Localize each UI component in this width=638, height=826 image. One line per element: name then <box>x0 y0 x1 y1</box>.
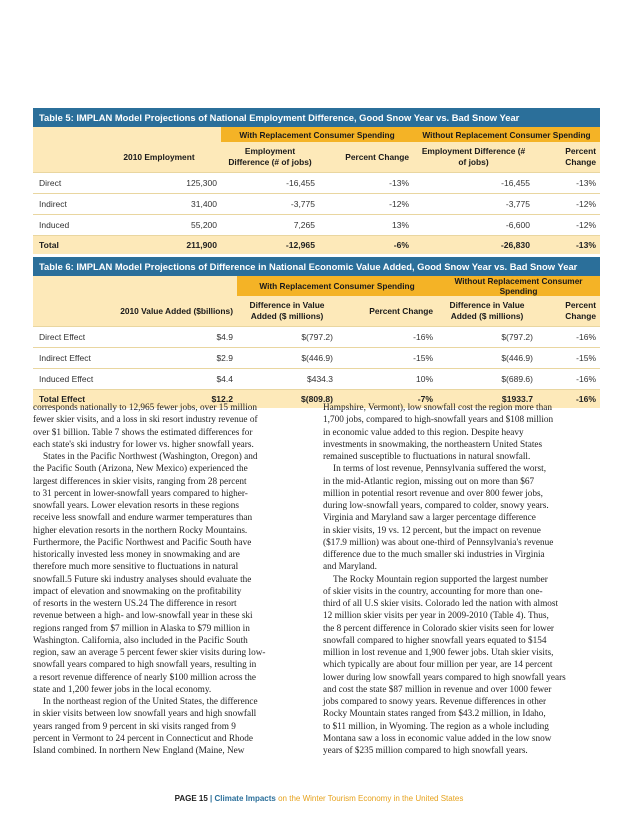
body-line: remained susceptible to fluctuations in natural snowfall. <box>323 452 531 462</box>
table-cell: $4.4 <box>105 368 237 389</box>
table-cell: -6% <box>319 235 413 254</box>
table-cell: $434.3 <box>237 368 337 389</box>
table-cell: -16,455 <box>413 172 534 193</box>
table-5-header: Percent Change <box>534 142 600 172</box>
body-line: Hampshire, Vermont), low snowfall cost the region more than <box>323 403 552 413</box>
body-line: million in lost revenue and 1,900 fewer jobs. Utah skier visits, <box>323 648 554 658</box>
table-6-header: Percent Change <box>337 296 437 326</box>
table-cell: -16% <box>537 389 600 408</box>
body-line: snowfall compared to higher snowfall years equated to $154 <box>323 635 547 646</box>
table-5-header: 2010 Employment <box>97 142 221 172</box>
table-cell: -15% <box>337 347 437 368</box>
table-cell: -16% <box>337 326 437 347</box>
table-5-group-blank <box>33 127 221 142</box>
body-line: impact of elevation and snowmaking on the profitability <box>33 586 242 597</box>
table-5-header: Employment Difference (# of jobs) <box>221 142 319 172</box>
body-line: corresponds nationally to 12,965 fewer jobs, over 15 million <box>33 403 258 413</box>
body-line: to 31 percent in lower-snowfall years compared to higher- <box>33 488 248 499</box>
table-cell: -12% <box>534 193 600 214</box>
table-row <box>33 326 600 347</box>
body-column-right <box>323 402 608 757</box>
footer-report-title: Climate Impacts <box>214 794 276 803</box>
body-line: Furthermore, the Pacific Northwest and Pacific South have <box>33 537 252 548</box>
table-cell: -13% <box>534 235 600 254</box>
footer-separator: | <box>210 794 213 803</box>
table-5-group-with: With Replacement Consumer Spending <box>221 127 413 142</box>
body-line: in skier visits, 19 vs. 12 percent, but the impact on revenue <box>323 525 541 536</box>
body-line: In the northeast region of the United States, the difference <box>43 697 258 707</box>
body-line: to $11 million, in Wyoming. The region as a whole including <box>323 721 549 732</box>
table-cell: $1933.7 <box>437 389 537 408</box>
table-cell: Total <box>33 235 97 254</box>
table-cell: Direct Effect <box>33 326 105 347</box>
body-line: 1,700 jobs, compared to high-snowfall years and $108 million <box>323 415 554 426</box>
page-footer <box>0 794 638 803</box>
table-cell: -7% <box>337 389 437 408</box>
table-6-group-without: Without Replacement Consumer Spending <box>437 276 600 296</box>
table-cell: -16,455 <box>221 172 319 193</box>
body-line: during low-snowfall years, compared to colder, snowy years. <box>323 501 549 511</box>
table-cell: 55,200 <box>97 214 221 235</box>
body-line: therefore much more sensitive to fluctuations in natural <box>33 562 239 573</box>
body-line: Washington. California, also included in the Pacific South <box>33 635 248 646</box>
body-line: Montana saw a loss in economic value added in the low snow <box>323 733 552 744</box>
body-line: historically invested less money in snowmaking and are <box>33 550 240 560</box>
body-line: States in the Pacific Northwest (Washington, Oregon) and <box>43 452 258 462</box>
table-cell: $(689.6) <box>437 368 537 389</box>
table-5-header: Employment Difference (# of jobs) <box>413 142 534 172</box>
body-line: In terms of lost revenue, Pennsylvania suffered the worst, <box>333 464 547 475</box>
table-6-header: Percent Change <box>537 296 600 326</box>
body-line: which typically are about four million per year, are 14 percent <box>323 660 553 671</box>
table-6-group-with: With Replacement Consumer Spending <box>237 276 437 296</box>
table-cell: $4.9 <box>105 326 237 347</box>
table-cell: $(797.2) <box>237 326 337 347</box>
table-5 <box>33 108 600 254</box>
table-cell: Induced Effect <box>33 368 105 389</box>
table-cell: -12,965 <box>221 235 319 254</box>
table-cell: $(809.8) <box>237 389 337 408</box>
table-6-group-blank <box>33 276 237 296</box>
body-line: in economic value added to this region. Despite heavy <box>323 427 524 438</box>
body-line: the Pacific South (Arizona, New Mexico) experienced the <box>33 464 248 475</box>
table-cell: Total Effect <box>33 389 105 408</box>
page-number: PAGE 15 <box>174 794 208 803</box>
table-row <box>33 347 600 368</box>
table-5-title: Table 5: IMPLAN Model Projections of National Employment Difference, Good Snow Year vs. Bad Snow Year <box>33 108 600 127</box>
table-cell: 7,265 <box>221 214 319 235</box>
table-cell: $2.9 <box>105 347 237 368</box>
body-line: lower during low snowfall years compared to high snowfall years <box>323 672 566 683</box>
body-line: in skier visits between low snowfall years and high snowfall <box>33 709 257 720</box>
table-cell: $12.2 <box>105 389 237 408</box>
table-cell: 10% <box>337 368 437 389</box>
body-line: region, saw an average 5 percent fewer skier visits during low- <box>33 648 266 658</box>
table-cell: -16% <box>537 368 600 389</box>
body-line: the 8 percent difference in Colorado skier visits seen for lower <box>323 623 555 634</box>
body-line: a resort revenue difference of nearly $100 million across the <box>33 672 257 683</box>
table-6-header <box>33 296 105 326</box>
body-line: Rocky Mountain states ranged from $43.2 million, in Idaho, <box>323 709 546 720</box>
body-line: million in potential resort revenue and over 800 fewer jobs, <box>323 488 543 499</box>
body-line: jobs compared to snowy years. Revenue differences in other <box>323 697 547 707</box>
body-line: receive less snowfall and endure warmer temperatures than <box>33 513 253 524</box>
table-row <box>33 368 600 389</box>
body-line: in the mid-Atlantic region, missing out on more than $67 <box>323 476 535 487</box>
body-line: investments in snowmaking, the northeastern United States <box>323 439 543 450</box>
body-line: The Rocky Mountain region supported the largest number <box>333 574 548 585</box>
table-cell: $(797.2) <box>437 326 537 347</box>
table-cell: $(446.9) <box>437 347 537 368</box>
body-line: of resorts in the western US.24 The difference in resort <box>33 599 237 609</box>
table-cell: -13% <box>534 172 600 193</box>
table-cell: $(446.9) <box>237 347 337 368</box>
body-line: higher elevation resorts in the northern Rocky Mountains. <box>33 525 248 536</box>
table-6-header: Difference in Value Added ($ millions) <box>237 296 337 326</box>
table-6-header: 2010 Value Added ($billions) <box>105 296 237 326</box>
table-total-row <box>33 235 600 254</box>
table-cell: -26,830 <box>413 235 534 254</box>
body-line: ($17.9 million) was about one-third of Pennsylvania's revenue <box>323 537 554 548</box>
body-line: of skier visits in the country, accounting for more than one- <box>323 586 543 597</box>
body-column-left <box>33 402 315 757</box>
body-line: state and 1,200 fewer jobs in the local economy. <box>33 684 212 695</box>
table-cell: Induced <box>33 214 97 235</box>
body-line: years of $235 million compared to high snowfall years. <box>323 746 528 756</box>
table-cell: Direct <box>33 172 97 193</box>
table-5-group-without: Without Replacement Consumer Spending <box>413 127 600 142</box>
table-cell: -6,600 <box>413 214 534 235</box>
body-line: Island combined. In northern New England (Maine, New <box>33 746 245 756</box>
table-row <box>33 214 600 235</box>
table-6-title: Table 6: IMPLAN Model Projections of Difference in National Economic Value Added, Good Snow Year vs. Bad Snow Year <box>33 257 600 276</box>
table-cell: Indirect Effect <box>33 347 105 368</box>
body-line: snowfall years. Lower elevation resorts in these regions <box>33 501 240 511</box>
body-line: largest differences in skier visits, ranging from 28 percent <box>33 476 247 487</box>
table-6 <box>33 257 600 408</box>
table-cell: 125,300 <box>97 172 221 193</box>
body-line: third of all U.S skier visits. Colorado led the nation with almost <box>323 599 559 609</box>
table-cell: -3,775 <box>221 193 319 214</box>
body-line: percent in Vermont to 24 percent in Connecticut and Rhode <box>33 733 253 744</box>
table-cell: -13% <box>319 172 413 193</box>
table-6-header: Difference in Value Added ($ millions) <box>437 296 537 326</box>
body-line: years ranged from 9 percent in ski visits ranged from 9 <box>33 721 236 732</box>
table-cell: -12% <box>319 193 413 214</box>
body-line: and cost the state $87 million in revenue and over 1000 fewer <box>323 684 552 695</box>
body-line: regions ranged from $7 million in Alaska to $79 million in <box>33 623 250 634</box>
body-line: snowfall years compared to high snowfall years, resulting in <box>33 660 257 671</box>
footer-report-subtitle: on the Winter Tourism Economy in the United States <box>278 794 464 803</box>
body-line: fewer skier visits, and a loss in ski resort industry revenue of <box>33 415 258 426</box>
body-line: revenue between a high- and low-snowfall year in these ski <box>33 611 253 622</box>
table-row <box>33 193 600 214</box>
table-cell: 211,900 <box>97 235 221 254</box>
table-5-header <box>33 142 97 172</box>
body-line: each state's ski industry for lower vs. higher snowfall years. <box>33 439 254 450</box>
body-line: Virginia and Maryland saw a larger percentage difference <box>323 513 536 524</box>
table-cell: -15% <box>537 347 600 368</box>
body-line: over $1 billion. Table 7 shows the estimated differences for <box>33 427 253 438</box>
body-line: difference due to the much smaller ski industries in Virginia <box>323 550 545 560</box>
table-cell: -16% <box>537 326 600 347</box>
table-cell: -3,775 <box>413 193 534 214</box>
table-5-header: Percent Change <box>319 142 413 172</box>
body-line: snowfall.5 Future ski industry analyses should evaluate the <box>33 574 252 585</box>
body-line: and Maryland. <box>323 562 377 573</box>
table-cell: -12% <box>534 214 600 235</box>
table-row <box>33 172 600 193</box>
table-cell: 13% <box>319 214 413 235</box>
table-cell: Indirect <box>33 193 97 214</box>
table-cell: 31,400 <box>97 193 221 214</box>
body-line: 12 million skier visits per year in 2009-2010 (Table 4). Thus, <box>323 611 549 622</box>
